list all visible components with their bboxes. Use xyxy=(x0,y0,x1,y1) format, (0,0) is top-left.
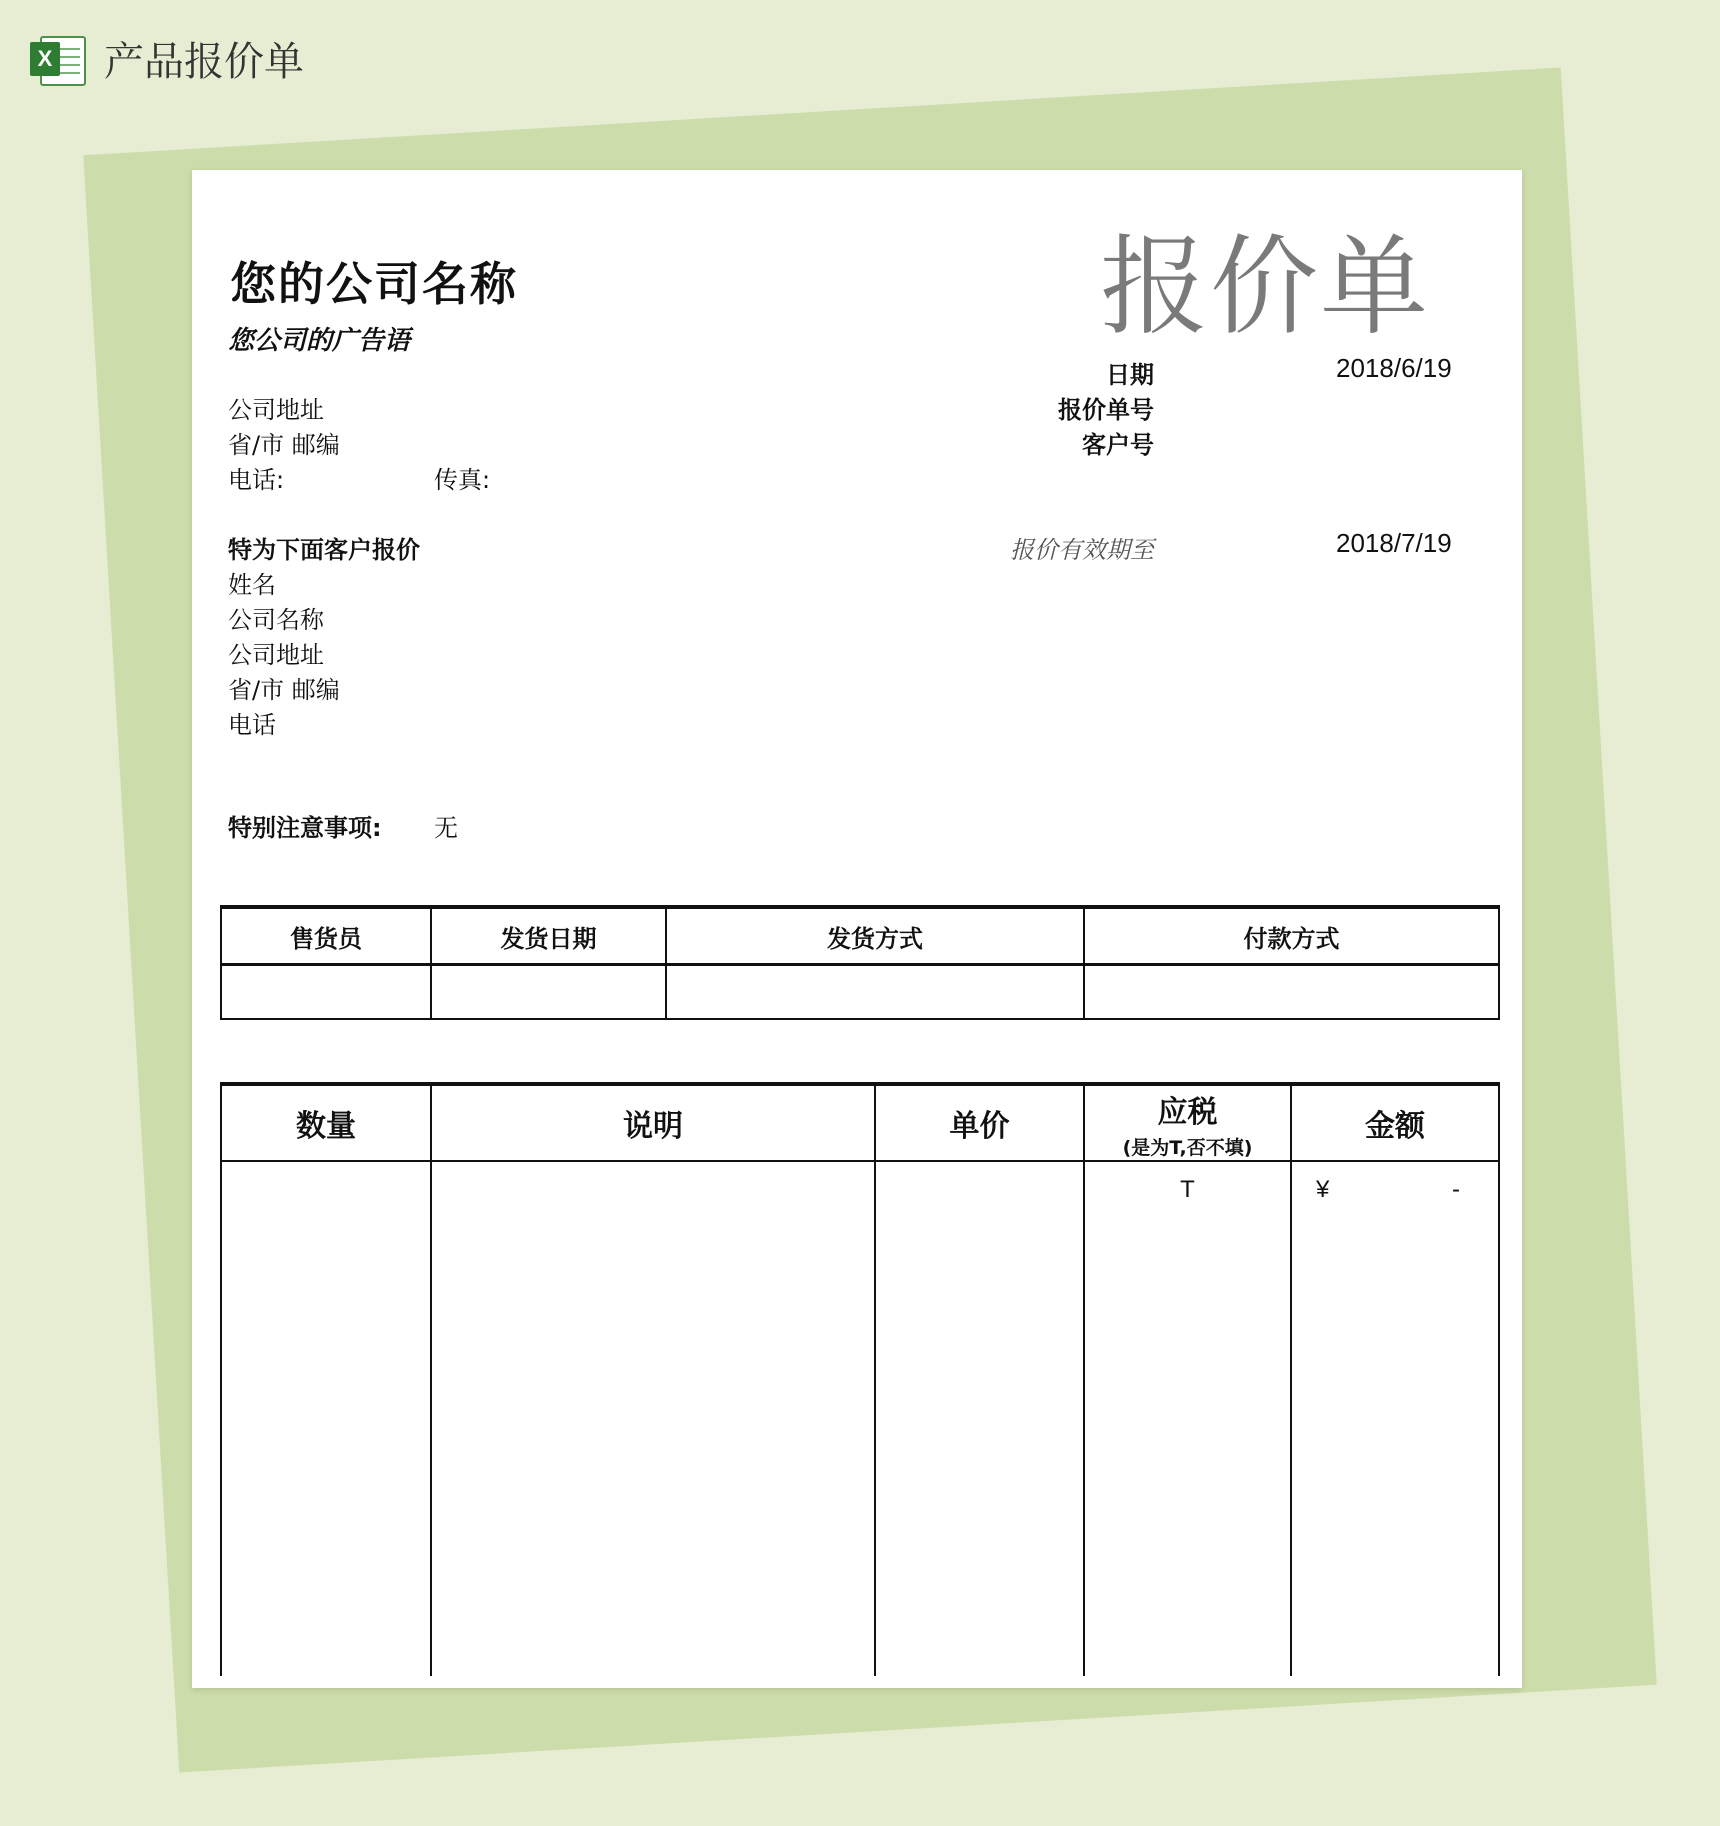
ship-method-cell[interactable] xyxy=(666,965,1084,1020)
document-title: 报价单 xyxy=(1100,225,1431,350)
payment-method-cell[interactable] xyxy=(1084,965,1499,1020)
company-fax-label: 传真: xyxy=(434,466,491,494)
ship-method-header: 发货方式 xyxy=(666,907,1084,965)
customer-phone: 电话 xyxy=(228,711,276,739)
amount-cell[interactable] xyxy=(1291,1161,1499,1676)
taxable-header xyxy=(1084,1084,1291,1161)
customer-number-label: 客户号 xyxy=(1082,431,1154,459)
amount-header: 金额 xyxy=(1291,1084,1499,1161)
quote-number-label: 报价单号 xyxy=(1058,396,1154,424)
unit-price-header: 单价 xyxy=(875,1084,1084,1161)
salesperson-cell[interactable] xyxy=(221,965,431,1020)
company-slogan: 您公司的广告语 xyxy=(228,326,411,356)
app-title: 产品报价单 xyxy=(104,39,304,85)
app-header xyxy=(30,30,304,87)
notes-value: 无 xyxy=(434,814,458,842)
unit-price-cell[interactable] xyxy=(875,1161,1084,1676)
salesperson-header: 售货员 xyxy=(221,907,431,965)
customer-name: 姓名 xyxy=(228,571,276,599)
valid-until-value: 2018/7/19 xyxy=(1336,528,1452,558)
company-province-zip: 省/市 邮编 xyxy=(228,431,340,459)
quote-document xyxy=(192,170,1522,1688)
ship-date-header: 发货日期 xyxy=(431,907,666,965)
ship-date-cell[interactable] xyxy=(431,965,666,1020)
company-name: 您的公司名称 xyxy=(230,257,518,311)
excel-icon: X xyxy=(30,32,84,86)
company-address: 公司地址 xyxy=(228,396,324,424)
taxable-cell[interactable]: T xyxy=(1084,1161,1291,1676)
date-label: 日期 xyxy=(1106,361,1154,389)
description-header: 说明 xyxy=(431,1084,875,1161)
customer-address: 公司地址 xyxy=(228,641,324,669)
customer-heading: 特为下面客户报价 xyxy=(228,536,420,564)
items-table xyxy=(220,1082,1500,1676)
quantity-header: 数量 xyxy=(221,1084,431,1161)
description-cell[interactable] xyxy=(431,1161,875,1676)
payment-method-header: 付款方式 xyxy=(1084,907,1499,965)
company-phone-label: 电话: xyxy=(228,466,285,494)
shipping-table xyxy=(220,905,1500,1020)
date-value: 2018/6/19 xyxy=(1336,353,1452,383)
amount-value: - xyxy=(1452,1176,1460,1203)
quantity-cell[interactable] xyxy=(221,1161,431,1676)
customer-province-zip: 省/市 邮编 xyxy=(228,676,340,704)
notes-label: 特别注意事项: xyxy=(228,814,382,842)
taxable-header-note: (是为T,否不填) xyxy=(1122,1136,1253,1159)
customer-company-name: 公司名称 xyxy=(228,606,324,634)
valid-until-label: 报价有效期至 xyxy=(1010,536,1154,564)
currency-symbol: ¥ xyxy=(1316,1176,1330,1203)
taxable-header-label: 应税 xyxy=(1157,1094,1218,1130)
